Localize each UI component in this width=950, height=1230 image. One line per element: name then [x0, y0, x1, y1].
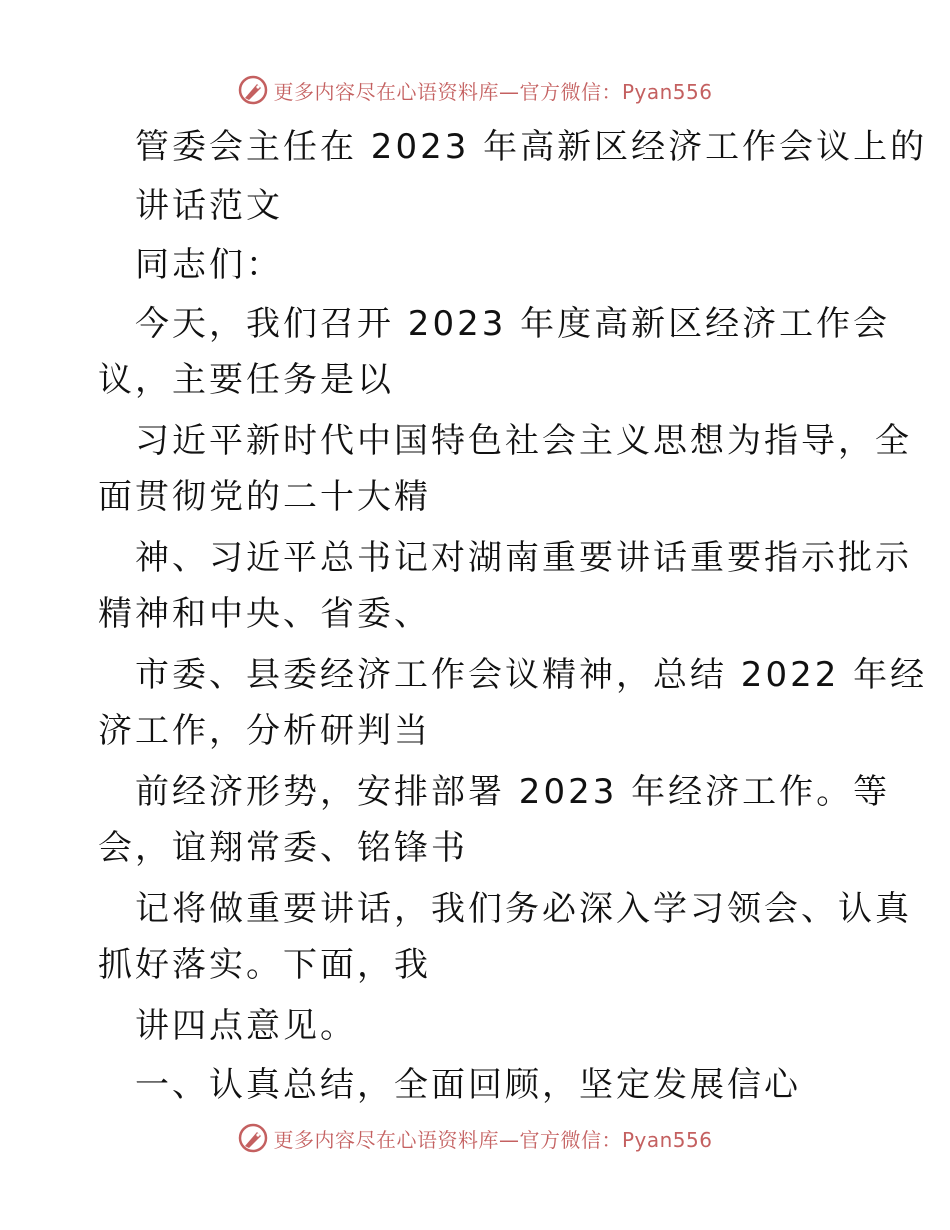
- watermark-text: 更多内容尽在心语资料库—官方微信：Pyan556: [273, 1127, 713, 1152]
- paragraph-line: 讲四点意见。: [135, 1006, 357, 1046]
- paragraph-line: 议，主要任务是以: [98, 360, 394, 400]
- header-watermark: [0, 70, 950, 110]
- pen-nib-logo-icon: [237, 1122, 269, 1154]
- section-heading: 一、认真总结，全面回顾，坚定发展信心: [135, 1065, 801, 1105]
- footer-watermark: [0, 1118, 950, 1158]
- pen-nib-logo-icon: [237, 74, 269, 106]
- paragraph-line: 面贯彻党的二十大精: [98, 477, 431, 517]
- paragraph-line: 记将做重要讲话，我们务必深入学习领会、认真: [135, 889, 912, 929]
- salutation: 同志们：: [135, 245, 283, 285]
- paragraph-line: 济工作，分析研判当: [98, 711, 431, 751]
- paragraph-line: 习近平新时代中国特色社会主义思想为指导，全: [135, 421, 912, 461]
- paragraph-line: 今天，我们召开 2023 年度高新区经济工作会: [135, 304, 891, 344]
- paragraph-line: 市委、县委经济工作会议精神，总结 2022 年经: [135, 655, 928, 695]
- paragraph-line: 抓好落实。下面，我: [98, 945, 431, 985]
- paragraph-line: 精神和中央、省委、: [98, 594, 431, 634]
- watermark-text: 更多内容尽在心语资料库—官方微信：Pyan556: [273, 79, 713, 104]
- paragraph-line: 神、习近平总书记对湖南重要讲话重要指示批示: [135, 538, 912, 578]
- title-line-1: 管委会主任在 2023 年高新区经济工作会议上的: [135, 127, 928, 167]
- paragraph-line: 会，谊翔常委、铭锋书: [98, 828, 468, 868]
- paragraph-line: 前经济形势，安排部署 2023 年经济工作。等: [135, 772, 891, 812]
- title-line-2: 讲话范文: [135, 186, 283, 226]
